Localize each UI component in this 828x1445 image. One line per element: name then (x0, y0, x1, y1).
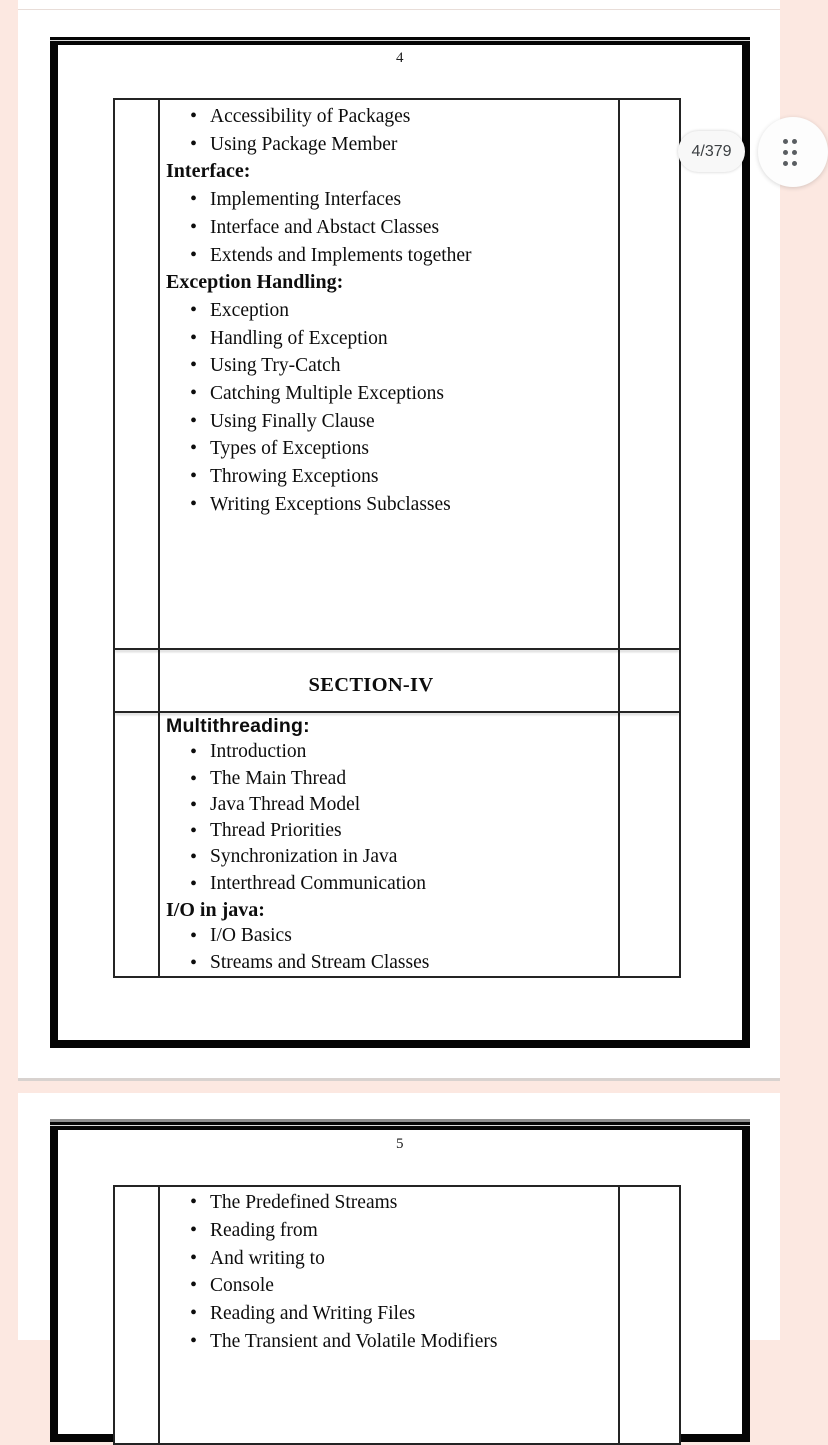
syllabus-line-text: And writing to (210, 1247, 325, 1269)
syllabus-line (166, 158, 618, 186)
syllabus-line-text: Exception (210, 299, 290, 321)
bullet-icon (190, 131, 197, 159)
bullet-icon (190, 1217, 197, 1245)
bullet-icon (190, 380, 197, 408)
page-5-card[interactable] (18, 1093, 780, 1352)
syllabus-line (166, 186, 618, 214)
syllabus-line (166, 131, 618, 159)
page-gap-shadow (18, 1078, 780, 1081)
syllabus-line (166, 792, 618, 818)
syllabus-line (166, 766, 618, 792)
syllabus-line-text: Throwing Exceptions (210, 466, 379, 488)
syllabus-line-text: Multithreading: (166, 715, 310, 737)
syllabus-line-text: Extends and Implements together (210, 244, 472, 266)
bullet-icon (190, 103, 197, 131)
syllabus-line (166, 1217, 618, 1245)
bullet-icon (190, 297, 197, 325)
bullet-icon (190, 1272, 197, 1300)
syllabus-line-text: Exception Handling: (166, 271, 344, 294)
syllabus-line-text: Using Finally Clause (210, 410, 375, 432)
syllabus-line-text: Java Thread Model (210, 793, 361, 815)
bullet-icon (190, 435, 197, 463)
syllabus-line (166, 463, 618, 491)
syllabus-line-text: The Predefined Streams (210, 1192, 398, 1213)
syllabus-line (166, 214, 618, 242)
fast-scroll-handle[interactable] (758, 117, 828, 187)
syllabus-line (166, 491, 618, 519)
bullet-icon (190, 242, 197, 270)
syllabus-line (166, 103, 618, 131)
syllabus-line (166, 352, 618, 380)
syllabus-line-text: Streams and Stream Classes (210, 951, 430, 973)
syllabus-line-text: Using Try-Catch (210, 355, 341, 377)
bullet-icon (190, 923, 197, 949)
syllabus-cell-section3-topics (160, 100, 618, 519)
syllabus-line-text: Writing Exceptions Subclasses (210, 493, 451, 515)
bullet-icon (190, 766, 197, 792)
bullet-icon (190, 818, 197, 844)
bullet-icon (190, 352, 197, 380)
syllabus-line (166, 1189, 618, 1217)
syllabus-line (166, 923, 618, 949)
syllabus-line-text: Thread Priorities (210, 820, 342, 842)
syllabus-line (166, 242, 618, 270)
syllabus-line (166, 844, 618, 870)
syllabus-line-text: Using Package Member (210, 133, 398, 155)
bullet-icon (190, 463, 197, 491)
syllabus-cell-io-topics (160, 1187, 618, 1356)
syllabus-line-text: Implementing Interfaces (210, 189, 402, 211)
grid-dots-icon (783, 139, 797, 166)
syllabus-line (166, 950, 618, 976)
bullet-icon (190, 871, 197, 897)
bullet-icon (190, 844, 197, 870)
syllabus-line (166, 380, 618, 408)
syllabus-line-text: Interface and Abstact Classes (210, 216, 440, 238)
syllabus-line-text: The Transient and Volatile Modifiers (210, 1330, 498, 1352)
bullet-icon (190, 1328, 197, 1356)
syllabus-table-page-4 (113, 98, 681, 978)
syllabus-line (166, 818, 618, 844)
syllabus-line (166, 739, 618, 765)
bullet-icon (190, 408, 197, 436)
syllabus-line-text: Synchronization in Java (210, 846, 398, 868)
section-title-cell: SECTION-IV (308, 674, 434, 696)
bullet-icon (190, 792, 197, 818)
syllabus-line (166, 269, 618, 297)
syllabus-line-text: Interthread Communication (210, 872, 427, 894)
bullet-icon (190, 1300, 197, 1328)
syllabus-line-text: Introduction (210, 741, 307, 763)
syllabus-line-text: Handling of Exception (210, 327, 388, 349)
bullet-icon (190, 739, 197, 765)
syllabus-line-text: Reading from (210, 1219, 318, 1241)
table-gridline (618, 100, 620, 976)
syllabus-cell-section4-topics (160, 713, 618, 976)
syllabus-line-text: Catching Multiple Exceptions (210, 383, 444, 405)
syllabus-line-text: The Main Thread (210, 767, 347, 789)
syllabus-line (166, 1245, 618, 1273)
syllabus-line (166, 435, 618, 463)
page-4-number: 4 (396, 50, 404, 66)
syllabus-line-text: Reading and Writing Files (210, 1303, 416, 1325)
bullet-icon (190, 214, 197, 242)
syllabus-table-page-5 (113, 1185, 681, 1445)
bullet-icon (190, 491, 197, 519)
bullet-icon (190, 950, 197, 976)
syllabus-line (166, 408, 618, 436)
bullet-icon (190, 1245, 197, 1273)
syllabus-line (166, 1272, 618, 1300)
bullet-icon (190, 186, 197, 214)
table-gridline (618, 1187, 620, 1443)
syllabus-line (166, 1300, 618, 1328)
syllabus-line-text: Types of Exceptions (210, 438, 369, 460)
syllabus-line (166, 325, 618, 353)
syllabus-line (166, 897, 618, 923)
syllabus-line-text: I/O in java: (166, 899, 265, 922)
syllabus-line (166, 871, 618, 897)
page-4-card[interactable] (18, 10, 780, 1078)
page-indicator-badge[interactable]: 4/379 (678, 131, 745, 172)
syllabus-line (166, 297, 618, 325)
bullet-icon (190, 1189, 197, 1217)
syllabus-line-text: Accessibility of Packages (210, 106, 411, 127)
page-5-number: 5 (396, 1136, 404, 1152)
bullet-icon (190, 325, 197, 353)
previous-page-bottom-edge (18, 0, 780, 10)
syllabus-line-text: Console (210, 1275, 274, 1297)
syllabus-line (166, 713, 618, 739)
syllabus-line-text: I/O Basics (210, 925, 292, 947)
syllabus-line-text: Interface: (166, 160, 251, 183)
syllabus-line (166, 1328, 618, 1356)
